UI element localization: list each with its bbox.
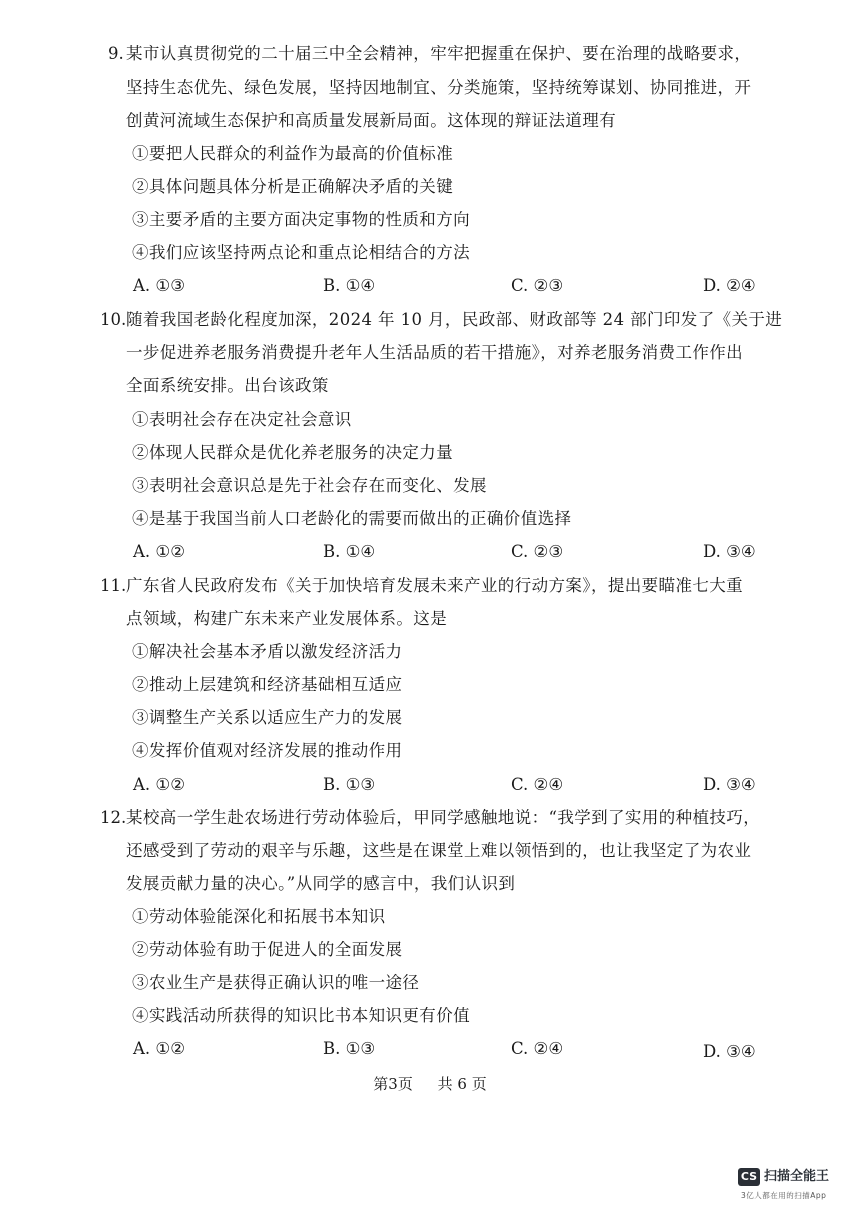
option-c: C. ②③ xyxy=(511,276,564,295)
statement-2: ②体现人民群众是优化养老服务的决定力量 xyxy=(132,443,454,462)
page-number: 第3页 xyxy=(373,1075,413,1093)
option-c: C. ②④ xyxy=(511,775,564,794)
statement-3: ③调整生产关系以适应生产力的发展 xyxy=(132,708,403,727)
option-d: D. ③④ xyxy=(703,542,756,561)
option-b: B. ①④ xyxy=(323,276,376,295)
option-b: B. ①④ xyxy=(323,542,376,561)
statement-1: ①表明社会存在决定社会意识 xyxy=(132,410,352,429)
statement-2: ②推动上层建筑和经济基础相互适应 xyxy=(132,675,403,694)
option-a: A. ①③ xyxy=(133,276,185,295)
question-stem-line: 随着我国老龄化程度加深，2024 年 10 月，民政部、财政部等 24 部门印发了《关于进 xyxy=(126,310,783,329)
scanner-watermark xyxy=(738,1164,848,1208)
statement-4: ④实践活动所获得的知识比书本知识更有价值 xyxy=(132,1006,470,1025)
total-pages: 共 6 页 xyxy=(437,1075,487,1093)
statement-3: ③表明社会意识总是先于社会存在而变化、发展 xyxy=(132,476,487,495)
question-number: 12. xyxy=(100,808,127,827)
question-stem-line: 某市认真贯彻党的二十届三中全会精神，牢牢把握重在保护、要在治理的战略要求， xyxy=(126,44,752,63)
option-d: D. ③④ xyxy=(703,1042,756,1061)
question-stem-line: 创黄河流域生态保护和高质量发展新局面。这体现的辩证法道理有 xyxy=(126,111,617,130)
statement-4: ④是基于我国当前人口老龄化的需要而做出的正确价值选择 xyxy=(132,509,572,528)
question-stem-line: 广东省人民政府发布《关于加快培育发展未来产业的行动方案》，提出要瞄准七大重 xyxy=(126,576,744,595)
option-c: C. ②④ xyxy=(511,1039,564,1058)
statement-2: ②劳动体验有助于促进人的全面发展 xyxy=(132,940,403,959)
statement-2: ②具体问题具体分析是正确解决矛盾的关键 xyxy=(132,177,454,196)
watermark-name: 扫描全能王 xyxy=(764,1169,830,1184)
option-a: A. ①② xyxy=(133,1039,185,1058)
statement-1: ①要把人民群众的利益作为最高的价值标准 xyxy=(132,144,454,163)
question-stem-line: 发展贡献力量的决心。”从同学的感言中，我们认识到 xyxy=(126,874,516,893)
statement-4: ④我们应该坚持两点论和重点论相结合的方法 xyxy=(132,243,470,262)
page-footer xyxy=(0,1074,860,1094)
statement-3: ③农业生产是获得正确认识的唯一途径 xyxy=(132,973,420,992)
option-a: A. ①② xyxy=(133,775,185,794)
question-stem-line: 点领域，构建广东未来产业发展体系。这是 xyxy=(126,609,448,628)
question-number: 9. xyxy=(108,44,124,63)
camscanner-logo-icon: CS xyxy=(738,1168,760,1186)
option-d: D. ②④ xyxy=(703,276,756,295)
statement-3: ③主要矛盾的主要方面决定事物的性质和方向 xyxy=(132,210,470,229)
option-b: B. ①③ xyxy=(323,775,376,794)
statement-4: ④发挥价值观对经济发展的推动作用 xyxy=(132,741,403,760)
question-number: 11. xyxy=(100,576,127,595)
statement-1: ①劳动体验能深化和拓展书本知识 xyxy=(132,907,386,926)
question-stem-line: 全面系统安排。出台该政策 xyxy=(126,376,329,395)
option-d: D. ③④ xyxy=(703,775,756,794)
statement-1: ①解决社会基本矛盾以激发经济活力 xyxy=(132,642,403,661)
question-stem-line: 一步促进养老服务消费提升老年人生活品质的若干措施》，对养老服务消费工作作出 xyxy=(126,343,744,362)
question-stem-line: 坚持生态优先、绿色发展，坚持因地制宜、分类施策，坚持统筹谋划、协同推进，开 xyxy=(126,78,752,97)
watermark-tagline: 3亿人都在用的扫描App xyxy=(741,1191,827,1200)
question-number: 10. xyxy=(100,310,127,329)
option-b: B. ①③ xyxy=(323,1039,376,1058)
option-c: C. ②③ xyxy=(511,542,564,561)
question-stem-line: 某校高一学生赴农场进行劳动体验后，甲同学感触地说：“我学到了实用的种植技巧， xyxy=(126,808,761,827)
option-a: A. ①② xyxy=(133,542,185,561)
question-stem-line: 还感受到了劳动的艰辛与乐趣，这些是在课堂上难以领悟到的，也让我坚定了为农业 xyxy=(126,841,752,860)
